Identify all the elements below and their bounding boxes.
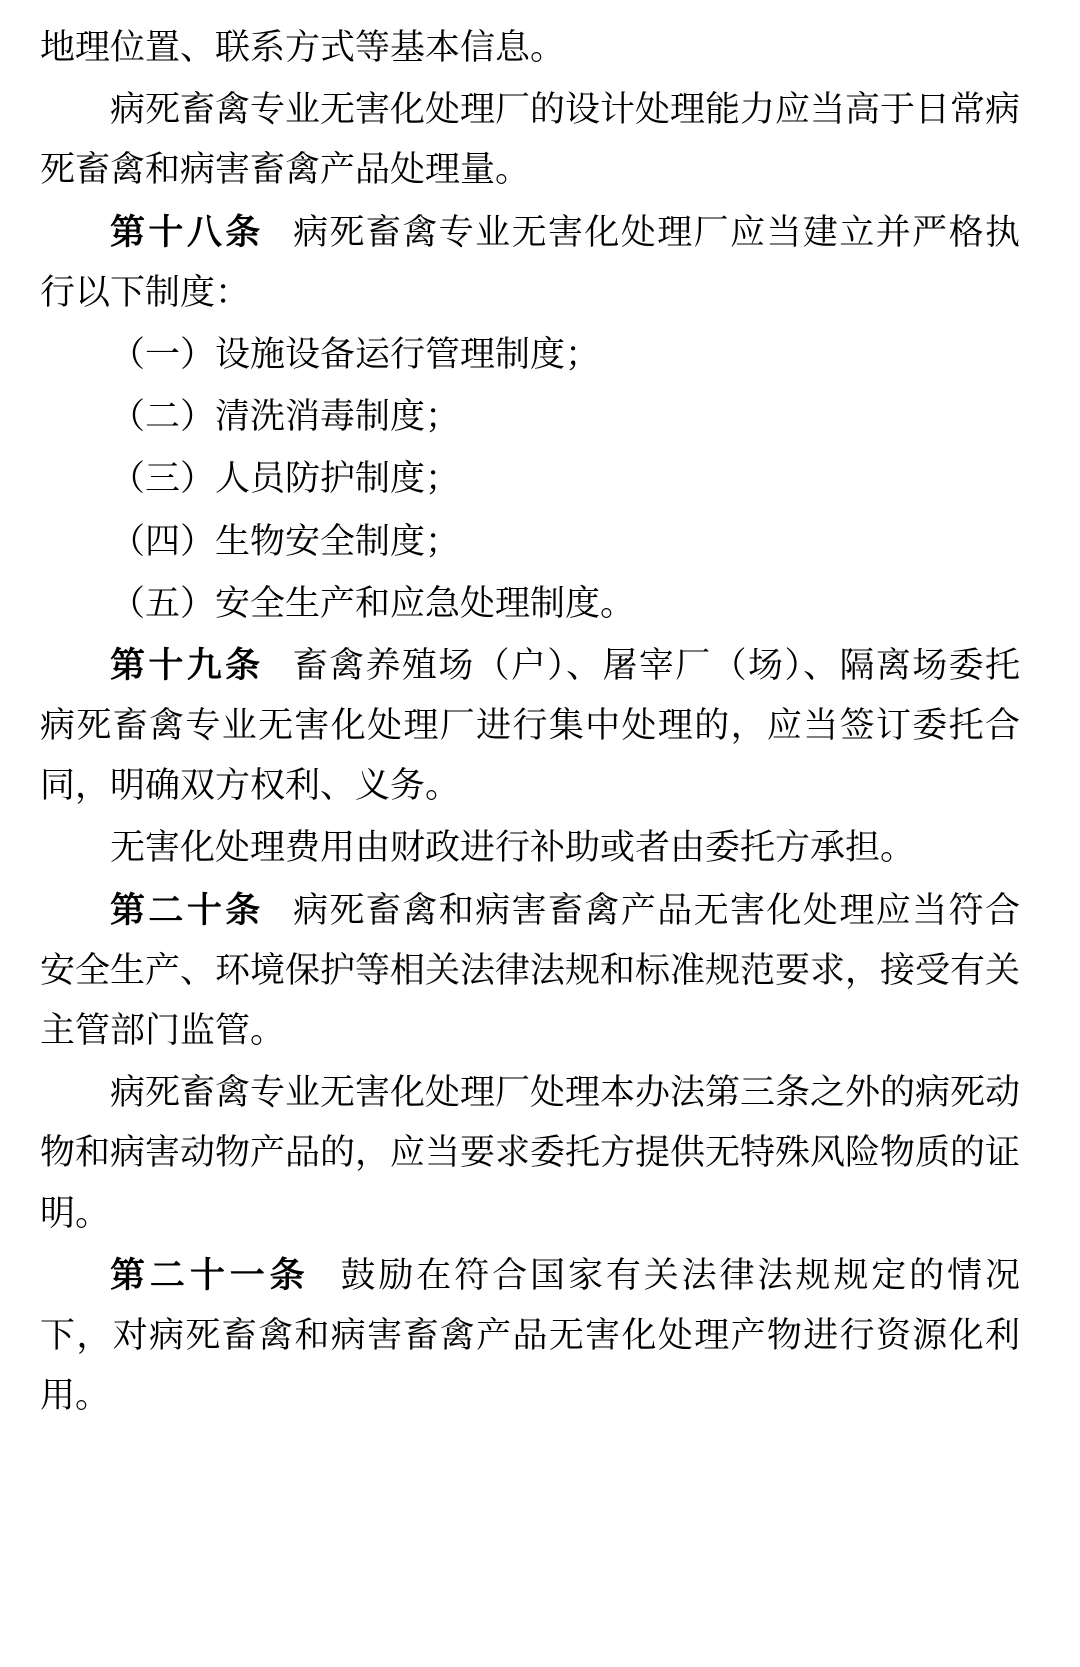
paragraph-text: 畜禽养殖场（户）、屠宰厂（场）、隔离场委托病死畜禽专业无害化处理厂进行集中处理的，应当签订委托合同，明确双方权利、义务。 [40, 645, 1020, 806]
paragraph [40, 18, 1020, 78]
paragraph [40, 881, 1020, 1062]
document-body [40, 18, 1020, 1426]
paragraph-text: 鼓励在符合国家有关法律法规规定的情况下，对病死畜禽和病害畜禽产品无害化处理产物进行资源化利用。 [40, 1255, 1020, 1416]
article-heading: 第十八条 [110, 212, 264, 252]
paragraph-text: 病死畜禽和病害畜禽产品无害化处理应当符合安全生产、环境保护等相关法律法规和标准规范要求，接受有关主管部门监管。 [40, 890, 1021, 1050]
paragraph-text: 病死畜禽专业无害化处理厂处理本办法第三条之外的病死动物和病害动物产品的，应当要求委托方提供无特殊风险物质的证明。 [40, 1073, 1021, 1233]
paragraph-text: 病死畜禽专业无害化处理厂的设计处理能力应当高于日常病死畜禽和病害畜禽产品处理量。 [40, 90, 1021, 190]
article-heading: 第十九条 [110, 645, 264, 685]
paragraph [40, 818, 1020, 878]
article-heading: 第二十一条 [110, 1255, 310, 1295]
paragraph [40, 80, 1020, 200]
paragraph [40, 636, 1020, 817]
article-heading: 第二十条 [110, 890, 264, 930]
paragraph-text: （二）清洗消毒制度； [110, 397, 461, 437]
paragraph [40, 574, 1020, 634]
paragraph [40, 203, 1020, 323]
paragraph [40, 449, 1020, 509]
paragraph-text: 病死畜禽专业无害化处理厂应当建立并严格执行以下制度： [40, 212, 1020, 312]
paragraph-text: 地理位置、联系方式等基本信息。 [40, 28, 566, 67]
paragraph-text: （五）安全生产和应急处理制度。 [110, 583, 636, 623]
paragraph-text: 无害化处理费用由财政进行补助或者由委托方承担。 [110, 828, 916, 868]
paragraph [40, 325, 1020, 385]
paragraph-text: （四）生物安全制度； [110, 521, 461, 561]
paragraph-text: （三）人员防护制度； [110, 459, 461, 499]
paragraph [40, 1246, 1020, 1427]
paragraph [40, 512, 1020, 572]
paragraph [40, 387, 1020, 447]
paragraph [40, 1063, 1020, 1244]
paragraph-text: （一）设施设备运行管理制度； [110, 334, 601, 374]
